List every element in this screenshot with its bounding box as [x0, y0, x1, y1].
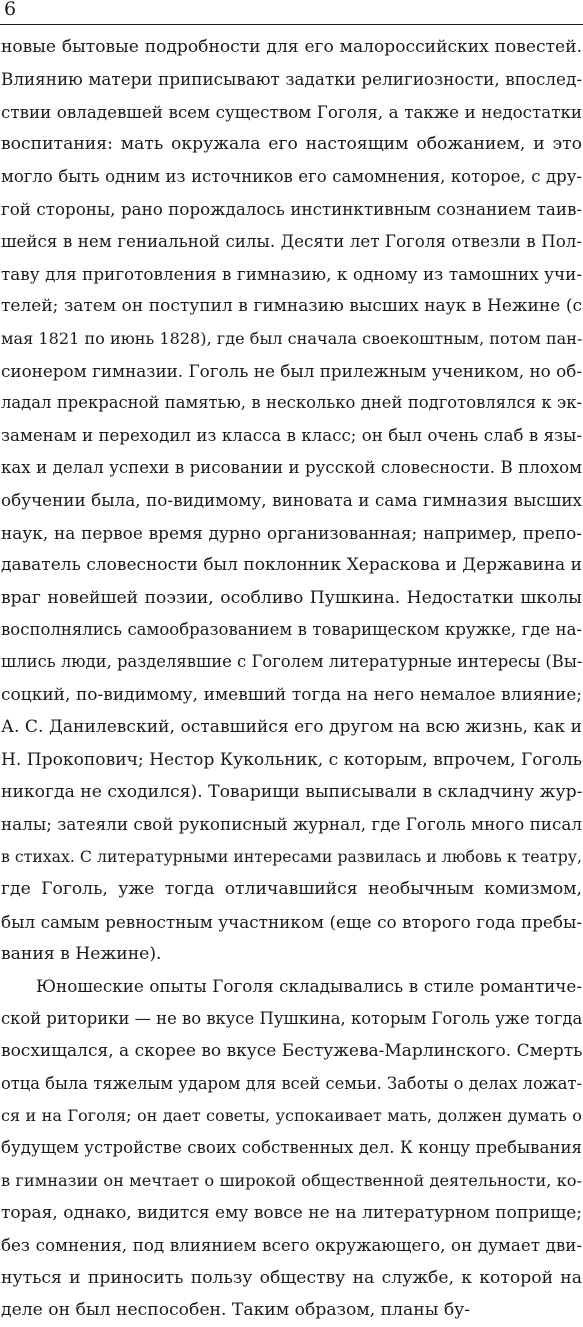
- text-line: Влиянию матери приписывают задатки религиозности, впослед-: [1, 69, 582, 90]
- text-line: торая, однако, видится ему вовсе не на литературном поприще;: [1, 1203, 582, 1224]
- text-line: ладал прекрасной памятью, в несколько дней подготовлялся к эк-: [1, 393, 582, 413]
- body-text: [1, 31, 582, 1327]
- text-line: без сомнения, под влиянием всего окружающего, он думает дви-: [1, 1235, 582, 1256]
- text-line: Н. Прокопович; Нестор Кукольник, с которым, впрочем, Гоголь: [1, 749, 582, 770]
- text-line: телей; затем он поступил в гимназию высших наук в Нежине (с: [1, 296, 582, 317]
- text-line: таву для приготовления в гимназию, к одному из тамошних учи-: [1, 263, 582, 284]
- text-line: шейся в нем гениальной силы. Десяти лет Гоголя отвезли в Пол-: [1, 231, 582, 252]
- text-line: в гимназии он мечтает о широкой общественной деятельности, ко-: [1, 1170, 582, 1190]
- text-line: заменам и переходил из класса в класс; он был очень слаб в язы-: [1, 425, 582, 445]
- text-line: воспитания: мать окружала его настоящим обожанием, и это: [1, 134, 582, 155]
- text-line: будущем устройстве своих собственных дел. К концу пребывания: [1, 1138, 582, 1158]
- text-line: новые бытовые подробности для его малороссийских повестей.: [1, 37, 582, 57]
- text-line: отца была тяжелым ударом для всей семьи. Заботы о делах ложат-: [1, 1073, 582, 1093]
- text-line: был самым ревностным участником (еще со второго года пребы-: [1, 911, 582, 932]
- text-line: обучении была, по-видимому, виновата и сама гимназия высших: [1, 490, 582, 511]
- text-line: ской риторики — не во вкусе Пушкина, которым Гоголь уже тогда: [1, 1008, 582, 1028]
- text-line: шлись люди, разделявшие с Гоголем литературные интересы (Вы-: [1, 652, 582, 672]
- text-line: А. С. Данилевский, оставшийся его другом на всю жизнь, как и: [1, 717, 582, 738]
- text-line: в стихах. С литературными интересами развилась и любовь к театру,: [1, 846, 582, 866]
- text-line: где Гоголь, уже тогда отличавшийся необычным комизмом,: [1, 879, 582, 900]
- text-line: враг новейшей поэзии, особливо Пушкина. Недостатки школы: [1, 587, 582, 608]
- page-number: 6: [4, 0, 17, 20]
- header-rule: [0, 24, 583, 25]
- text-line: даватель словесности был поклонник Хераскова и Державина и: [1, 555, 582, 576]
- text-line: нуться и приносить пользу обществу на службе, к которой на: [1, 1267, 582, 1288]
- text-line: ся и на Гоголя; он дает советы, успокаивает мать, должен думать о: [1, 1105, 582, 1125]
- text-line: налы; затеяли свой рукописный журнал, где Гоголь много писал: [1, 814, 582, 835]
- text-line: гой стороны, рано порождалось инстинктивным сознанием таив-: [1, 198, 582, 219]
- text-line: вания в Нежине).: [1, 943, 162, 964]
- text-line: наук, на первое время дурно организованная; например, препо-: [1, 522, 582, 543]
- text-line: восхищался, а скорее во вкусе Бестужева-Марлинского. Смерть: [1, 1041, 582, 1062]
- text-line: сионером гимназии. Гоголь не был прилежным учеником, но об-: [1, 360, 582, 381]
- text-line: могло быть одним из источников его самомнения, которое, с дру-: [1, 166, 582, 186]
- text-line: ках и делал успехи в рисовании и русской словесности. В плохом: [1, 458, 582, 478]
- text-line: соцкий, по-видимому, имевший тогда на него немалое влияние;: [1, 684, 582, 705]
- text-line: восполнялись самообразованием в товарищеском кружке, где на-: [1, 620, 582, 640]
- text-line: деле он был неспособен. Таким образом, планы бу-: [1, 1300, 471, 1321]
- text-line: никогда не сходился). Товарищи выписывали в складчину жур-: [1, 781, 582, 802]
- text-line: Юношеские опыты Гоголя складывались в стиле романтиче-: [36, 976, 582, 997]
- text-line: ствии овладевшей всем существом Гоголя, а также и недостатки: [1, 101, 582, 122]
- text-line: мая 1821 по июнь 1828), где был сначала своекоштным, потом пан-: [1, 328, 582, 348]
